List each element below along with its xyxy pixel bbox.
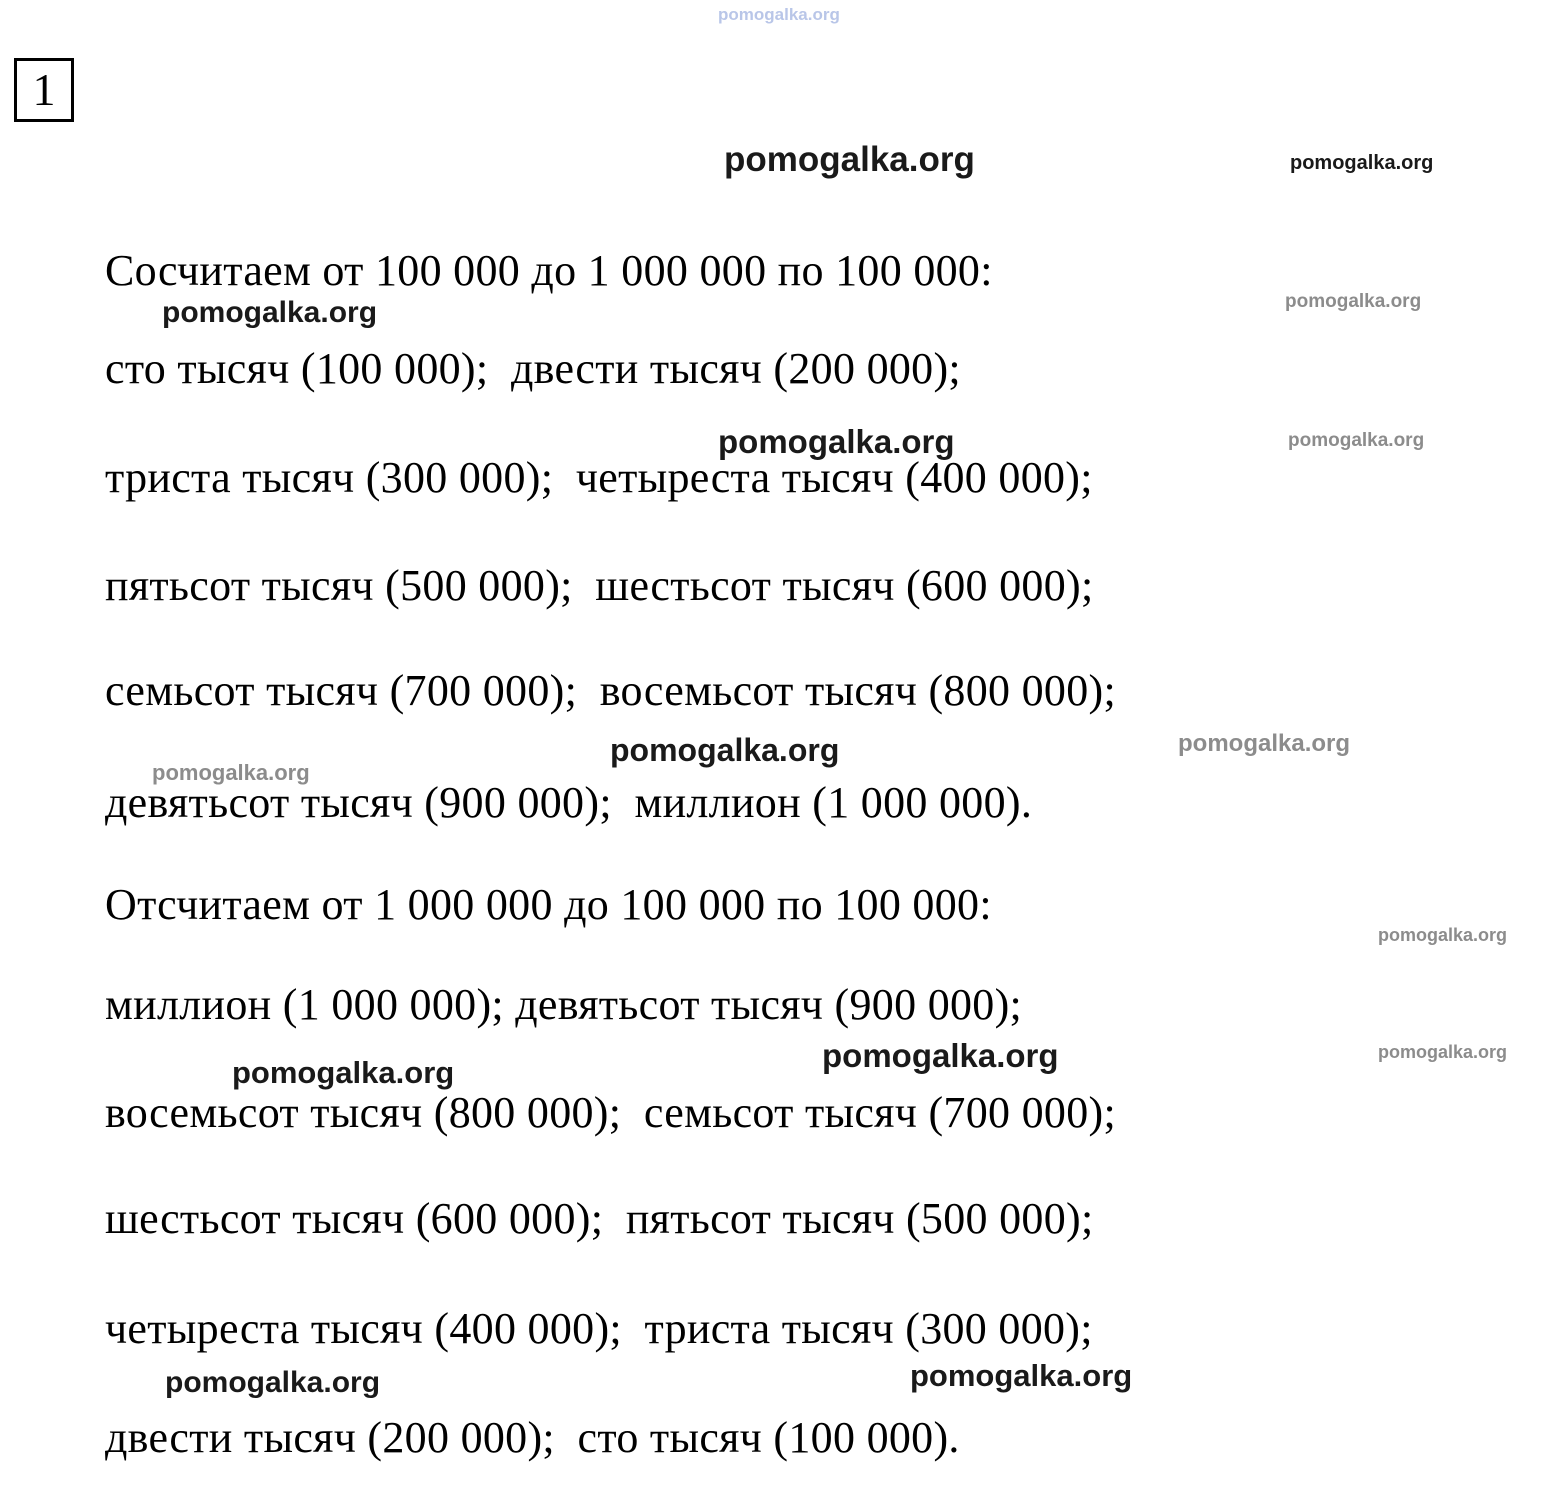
watermark-text: pomogalka.org: [724, 140, 975, 179]
watermark-text: pomogalka.org: [718, 423, 955, 460]
watermark-text: pomogalka.org: [162, 296, 378, 329]
watermark-text: pomogalka.org: [152, 760, 310, 785]
watermark-text: pomogalka.org: [1378, 925, 1508, 945]
text-line-up-5: девятьсот тысяч (900 000); миллион (1 000 000).: [105, 778, 1033, 827]
text-line-down-4: четыреста тысяч (400 000); триста тысяч (300 000);: [105, 1304, 1093, 1353]
watermark-text: pomogalka.org: [822, 1037, 1059, 1074]
text-line-down-2: восемьсот тысяч (800 000); семьсот тысяч (700 000);: [105, 1088, 1116, 1137]
watermark-text: pomogalka.org: [1378, 1042, 1508, 1062]
watermark-text: pomogalka.org: [718, 5, 840, 24]
watermark-text: pomogalka.org: [910, 1358, 1133, 1393]
watermark-text: pomogalka.org: [1285, 291, 1422, 312]
text-line-up-4: семьсот тысяч (700 000); восемьсот тысяч (800 000);: [105, 666, 1116, 715]
watermark-text: pomogalka.org: [610, 732, 840, 768]
watermark-text: pomogalka.org: [1290, 152, 1434, 174]
text-line-up-3: пятьсот тысяч (500 000); шестьсот тысяч (600 000);: [105, 561, 1094, 610]
text-line-up-1: сто тысяч (100 000); двести тысяч (200 000);: [105, 344, 961, 393]
heading-count-up: Сосчитаем от 100 000 до 1 000 000 по 100 000:: [105, 246, 993, 295]
text-line-up-2: триста тысяч (300 000); четыреста тысяч (400 000);: [105, 453, 1093, 502]
text-line-down-1: миллион (1 000 000); девятьсот тысяч (900 000);: [105, 980, 1023, 1029]
watermark-text: pomogalka.org: [1178, 730, 1351, 757]
task-number-label: 1: [32, 64, 56, 115]
text-line-down-5: двести тысяч (200 000); сто тысяч (100 000).: [105, 1413, 960, 1462]
watermark-text: pomogalka.org: [232, 1055, 455, 1090]
watermark-text: pomogalka.org: [1288, 430, 1425, 451]
task-number-box: [14, 58, 74, 122]
text-line-down-3: шестьсот тысяч (600 000); пятьсот тысяч (500 000);: [105, 1194, 1094, 1243]
heading-count-down: Отсчитаем от 1 000 000 до 100 000 по 100 000:: [105, 880, 992, 929]
watermark-text: pomogalka.org: [165, 1366, 381, 1399]
